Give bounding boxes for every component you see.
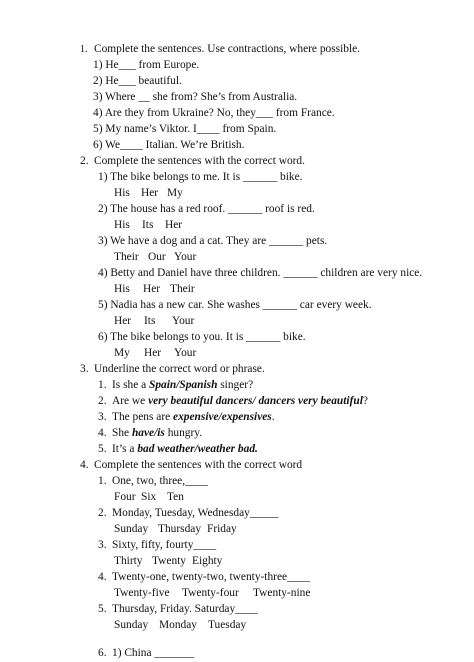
item-text: The pens are [112, 411, 174, 423]
option: Thirty [114, 555, 143, 567]
option: Its [144, 315, 156, 327]
section-title: Complete the sentences. Use contractions, where possible. [94, 43, 361, 55]
option: His [114, 283, 130, 295]
item-number: 4. [98, 571, 107, 583]
option: Her [165, 219, 183, 231]
option: My [167, 187, 183, 199]
option: Twenty-five [114, 587, 170, 599]
section-number: 3. [80, 363, 89, 375]
trailing-item [98, 646, 194, 662]
s2-options-6 [114, 346, 196, 362]
option: Your [174, 347, 197, 359]
option: Ten [167, 491, 184, 503]
item-text: Thursday, Friday. Saturday____ [112, 603, 258, 615]
option: Sunday [114, 523, 149, 535]
option: Twenty-four [182, 587, 239, 599]
item-text: She [112, 427, 132, 439]
s2-item-5: 5) Nadia has a new car. She washes ______ car every week. [98, 299, 372, 311]
section-1-heading [80, 42, 360, 58]
option: Our [148, 251, 166, 263]
s4-item-3 [98, 538, 216, 554]
item-number: 1. [98, 475, 107, 487]
s2-item-6: 6) The bike belongs to you. It is ______ bike. [98, 331, 306, 343]
section-title: Complete the sentences with the correct word [94, 459, 303, 471]
item-text: ? [362, 395, 368, 407]
choice-phrase[interactable]: expensive/expensives [173, 411, 272, 423]
option: Monday [159, 619, 197, 631]
s1-item-1: 1) He___ from Europe. [93, 59, 200, 71]
item-number: 4. [98, 427, 107, 439]
section-number: 4. [80, 459, 89, 471]
s2-options-3 [114, 250, 196, 266]
option: Their [170, 283, 195, 295]
option: Six [141, 491, 157, 503]
option: His [114, 219, 130, 231]
section-3-heading [80, 362, 265, 378]
choice-phrase[interactable]: bad weather/weather bad. [137, 443, 258, 455]
s4-options-1 [114, 490, 184, 506]
item-text: 1) China _______ [112, 647, 195, 659]
s2-item-2: 2) The house has a red roof. ______ roof is red. [98, 203, 315, 215]
option: Eighty [192, 555, 223, 567]
option: Tuesday [208, 619, 247, 631]
item-number: 3. [98, 411, 107, 423]
item-text: It’s a [112, 443, 138, 455]
s4-options-2 [114, 522, 237, 538]
item-number: 6. [98, 647, 107, 659]
option: Sunday [114, 619, 149, 631]
option: Her [114, 315, 132, 327]
s4-item-1 [98, 474, 208, 490]
s2-options-1 [114, 186, 183, 202]
s3-item-2 [98, 394, 368, 410]
item-text: Twenty-one, twenty-two, twenty-three____ [112, 571, 310, 583]
option: Your [174, 251, 197, 263]
item-text: Are we [112, 395, 149, 407]
section-number: 1. [80, 44, 88, 55]
item-text: singer? [217, 379, 254, 391]
option: His [114, 187, 130, 199]
item-text: Sixty, fifty, fourty____ [112, 539, 217, 551]
s1-item-3: 3) Where __ she from? She’s from Australia. [93, 91, 298, 103]
section-title: Underline the correct word or phrase. [94, 363, 265, 375]
s3-item-3 [98, 410, 275, 426]
choice-phrase[interactable]: Spain/Spanish [149, 379, 218, 391]
s3-item-4 [98, 426, 202, 442]
item-number: 3. [98, 539, 107, 551]
item-number: 1. [98, 379, 107, 391]
item-number: 2. [98, 395, 107, 407]
s3-item-5 [98, 442, 258, 458]
option: Her [144, 347, 162, 359]
item-text: One, two, three,____ [112, 475, 208, 487]
option: My [114, 347, 130, 359]
s1-item-6: 6) We____ Italian. We’re British. [93, 139, 245, 151]
s1-item-4: 4) Are they from Ukraine? No, they___ from France. [93, 107, 335, 119]
option: Their [114, 251, 139, 263]
option: Twenty [152, 555, 186, 567]
option: Four [114, 491, 136, 503]
choice-phrase[interactable]: very beautiful dancers/ dancers very beautiful [148, 395, 363, 407]
s1-item-5: 5) My name’s Viktor. I____ from Spain. [93, 123, 277, 135]
option: Its [142, 219, 154, 231]
option: Her [143, 283, 161, 295]
item-number: 5. [98, 603, 107, 615]
section-number: 2. [80, 155, 89, 167]
option: Your [172, 315, 195, 327]
section-title: Complete the sentences with the correct word. [94, 155, 305, 167]
s2-item-4: 4) Betty and Daniel have three children. ______ children are very nice. [98, 267, 423, 279]
option: Thursday [158, 523, 202, 535]
item-text: Is she a [112, 379, 150, 391]
s4-options-4 [114, 586, 310, 602]
choice-phrase[interactable]: have/is [131, 427, 165, 439]
s2-item-3: 3) We have a dog and a cat. They are ______ pets. [98, 235, 328, 247]
s2-options-5 [114, 314, 194, 330]
s4-item-5 [98, 602, 258, 618]
item-text: hungry. [164, 427, 203, 439]
option: Twenty-nine [253, 587, 311, 599]
s3-item-1 [98, 378, 253, 394]
s1-item-2: 2) He___ beautiful. [93, 75, 182, 87]
s4-item-2 [98, 506, 278, 522]
s2-options-4 [114, 282, 195, 298]
s4-options-3 [114, 554, 222, 570]
section-4-heading [80, 458, 302, 474]
item-text: . [271, 411, 275, 423]
section-2-heading [80, 154, 305, 170]
s2-options-2 [114, 218, 182, 234]
option: Friday [207, 523, 237, 535]
item-number: 2. [98, 507, 107, 519]
item-number: 5. [98, 443, 107, 455]
option: Her [141, 187, 159, 199]
s2-item-1: 1) The bike belongs to me. It is ______ bike. [98, 171, 303, 183]
s4-item-4 [98, 570, 310, 586]
item-text: Monday, Tuesday, Wednesday_____ [112, 507, 279, 519]
